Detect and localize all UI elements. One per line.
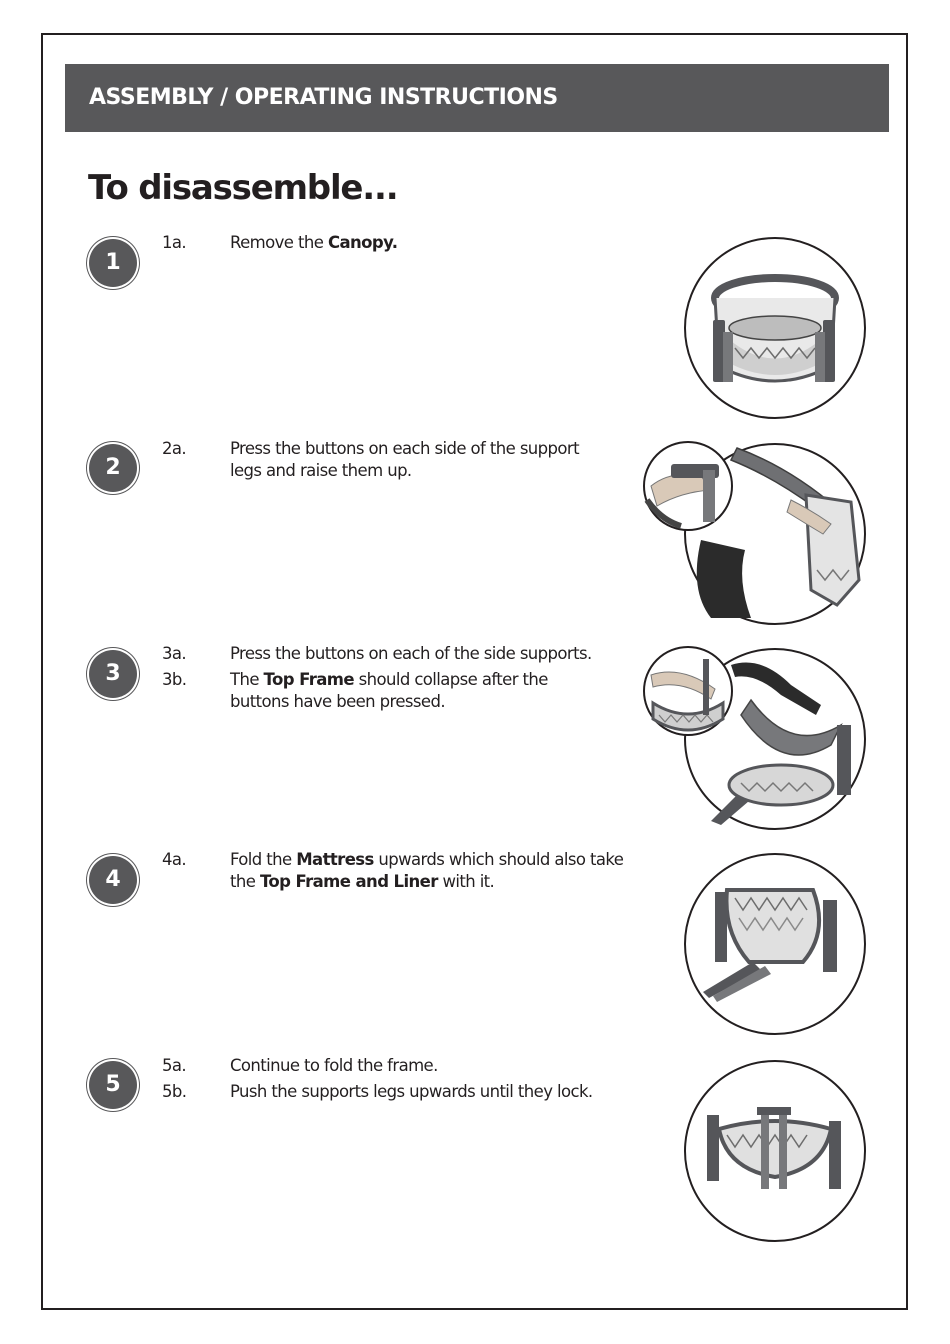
step-instructions [162, 1055, 632, 1107]
step-instructions [162, 849, 632, 897]
step-number-badge: 5 [89, 1061, 137, 1109]
instruction-label: 1a. [162, 233, 187, 252]
press-leg-buttons-illustration [641, 440, 869, 628]
instruction-label: 5b. [162, 1082, 187, 1101]
instruction-line [162, 849, 632, 893]
instruction-text: Press the buttons on each side of the support legs and raise them up. [230, 439, 579, 480]
section-header [65, 64, 889, 132]
step-number-badge: 2 [89, 444, 137, 492]
instruction-line [162, 669, 632, 713]
instruction-text: Fold the Mattress upwards which should also take the Top Frame and Liner with it. [230, 850, 624, 891]
fold-mattress-illustration [683, 852, 867, 1036]
instruction-label: 5a. [162, 1056, 187, 1075]
playard-canopy-removed-illustration [683, 236, 867, 420]
instruction-line [162, 643, 632, 665]
step-number-badge: 1 [89, 239, 137, 287]
instruction-line [162, 1055, 632, 1077]
instruction-line [162, 232, 632, 254]
step-instructions [162, 438, 632, 486]
page-title: To disassemble... [88, 168, 398, 208]
instruction-text: Remove the Canopy. [230, 233, 398, 252]
instruction-line [162, 1081, 632, 1103]
instruction-text: Push the supports legs upwards until they lock. [230, 1082, 593, 1101]
instruction-text: Continue to fold the frame. [230, 1056, 438, 1075]
header-title: ASSEMBLY / OPERATING INSTRUCTIONS [89, 85, 558, 110]
instruction-line [162, 438, 632, 482]
instruction-label: 4a. [162, 850, 187, 869]
step-number-badge: 3 [89, 650, 137, 698]
instruction-label: 3a. [162, 644, 187, 663]
step-instructions [162, 643, 632, 717]
folded-frame-illustration [683, 1059, 867, 1243]
instruction-text: Press the buttons on each of the side supports. [230, 644, 592, 663]
step-instructions [162, 232, 632, 258]
instruction-label: 2a. [162, 439, 187, 458]
instruction-text: The Top Frame should collapse after the buttons have been pressed. [230, 670, 548, 711]
collapse-top-frame-illustration [641, 645, 869, 833]
instruction-label: 3b. [162, 670, 187, 689]
step-number-badge: 4 [89, 856, 137, 904]
